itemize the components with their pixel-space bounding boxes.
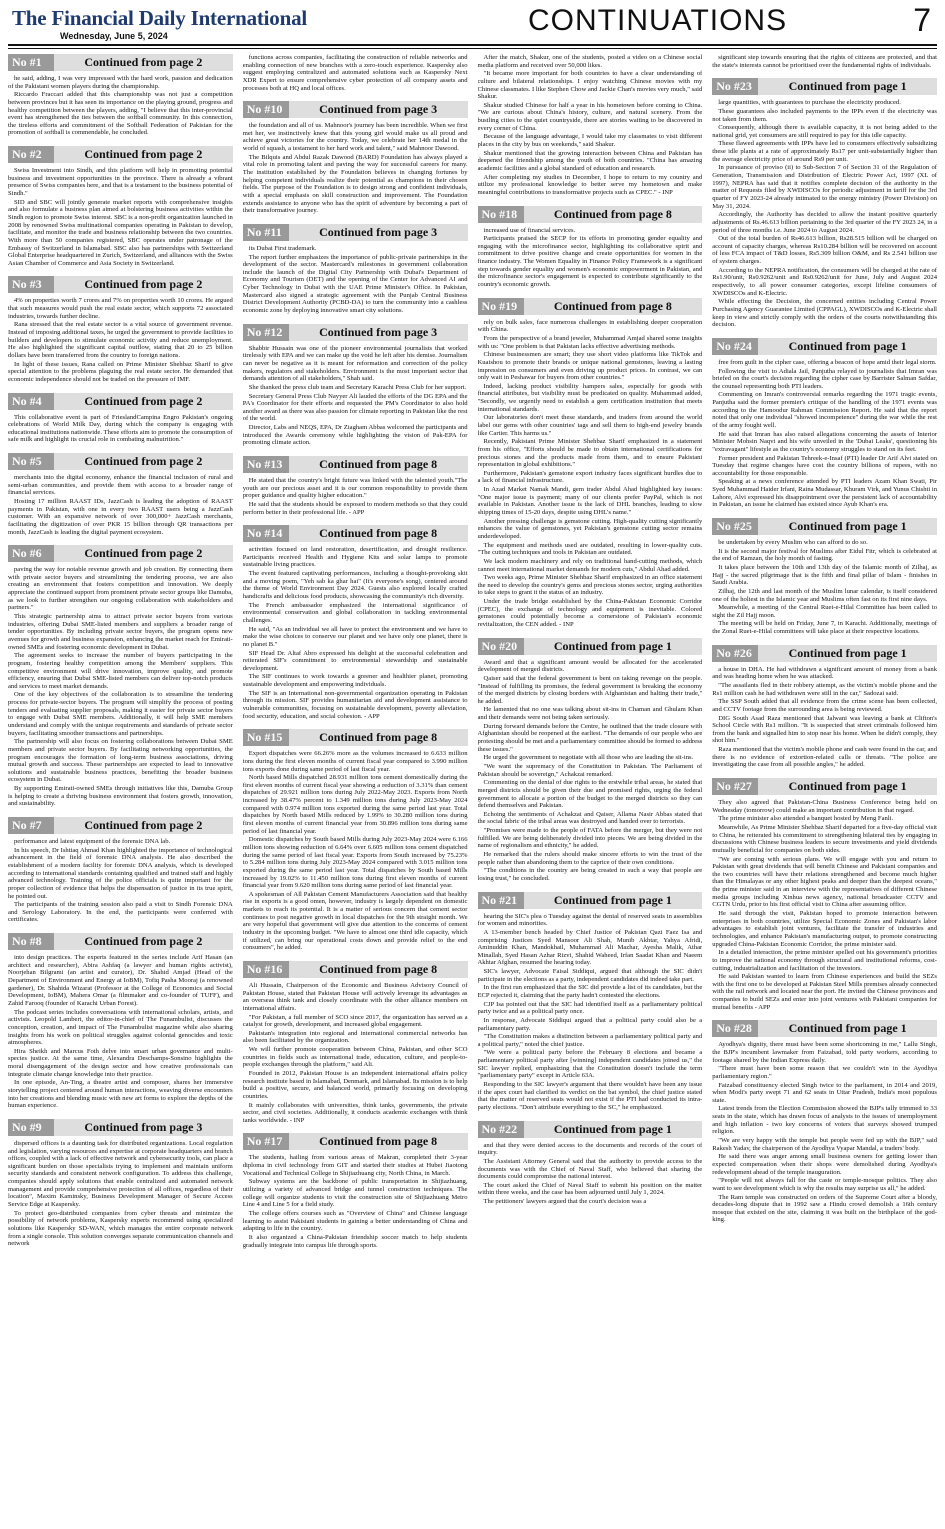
story-paragraph: He said that the students should be exposed to modern methods so that they could perform better in their professional life. - APP: [242, 500, 468, 516]
story-paragraph: Because of the language advantage, I would take my classmates to visit different places in the city by bus on weekends," said Shakur.: [477, 133, 703, 149]
story-paragraph: "For Pakistan, a full member of SCO since 2017, the organization has served as a catalyst for growth, development, and increased global engagement.: [242, 1013, 468, 1029]
story-header: [8, 146, 233, 163]
story-paragraph: The college offers courses such as "Overview of China" and Chinese language learning to assist Pakistani students in gaining a better understanding of China and adapting to life in the country.: [242, 1209, 468, 1233]
continued-label: Continued from page 2: [54, 817, 233, 834]
story-paragraph: After completing my studies in December, I hope to return to my country and utilize my professional knowledge to better serve my hometown and make meaningful contributions to transformative projects such as CPEC." - INP: [477, 173, 703, 196]
story-header: [243, 101, 468, 118]
story-paragraph: and that they were denied access to the documents and records of the court of inquiry.: [477, 1141, 703, 1157]
story-block: [243, 961, 468, 1125]
story-paragraph: Echoing the sentiments of Achakzai and Qaiser, Allama Nasir Abbas stated that the social fabric of the tribal areas was destroyed and handed over to terrorists.: [477, 810, 703, 826]
story-header: [8, 933, 233, 950]
continued-label: Continued from page 8: [289, 729, 468, 746]
story-paragraph: increased use of financial services.: [483, 226, 576, 234]
story-paragraph: In one episode, An-Ting, a theatre artist and composer, shares her immersive storytelling project centered around human interactions, weaving diverse encounters into her creations and blending music with new art forms to explore the depths of the human experience.: [8, 1079, 233, 1110]
story-block: [8, 1119, 233, 1248]
story-paragraph: Under the trade bridge established by the China-Pakistan Economic Corridor (CPEC), the exchange of technology and equipment is inevitable. Colored gemstones could potentially become a cornerstone of Pakistan's economic revitalization, the CEN added. - INP: [477, 598, 703, 628]
story-header: [712, 338, 937, 355]
story-number: No #22: [478, 1121, 524, 1138]
story-paragraph: During forward demands before the Centre, he outlined that the trade closure with Afghanistan should be reopened at the earliest. "The demands of our people who are protesting should be met and a parliamentary committee should be formed to address these issues.": [477, 722, 703, 753]
story-paragraph: While effecting the Decision, the concerned entities including Central Power Purchasing Agency Guarantee Limited (CPPAGL), XWDISCOs and K-Electric shall keep in view and strictly comply with the orders of the courts notwithstanding this decision.: [712, 298, 937, 329]
story-paragraph: SID and SBC will jointly generate market reports with comprehensive insights and also formulate a business plan aimed at bolstering business activities within the Sindh region to promote Swiss interest. SBC is a non-profit organization launched in 2008 by renowned Swiss multinational companies operating in Pakistan to develop, facilitate, and monitor the trade and business relationship between the two countries. With more than 50 companies registered, SBC operates under patronage of the Embassy of Switzerland in Islamabad. SBC also has partnerships with Switzerland Global Enterprise headquartered in Zurich, Switzerland, and alliances with the Swiss Asian Chamber of Commerce and Asia Society in Switzerland.: [8, 198, 233, 267]
story-header: [243, 961, 468, 978]
story-paragraph: In pursuance of proviso (ii) to Sub-Section 7 of Section 31 of the Regulation of Generation, Transmission and Distribution of Electric Power Act, 1997 (XL of 1997), NEPRA has said that it notifies complete decision of the authority in the matter of Requests filed by XWDISCOs for periodic adjustment in tariff for the 3rd quarter of FY 2023-24 already intimated to the energy ministry (Power Division) on May 31, 2024.: [712, 164, 937, 210]
story-header: [243, 224, 468, 241]
continued-label: Continued from page 2: [54, 146, 233, 163]
story-paragraph: Speaking at a news conference attended by PTI leaders Azam Khan Swati, Pir Syed Muhammad Haider Irfani, Raina Mudassar, Khuram Virk, and Yunus Chishti in Lahore, Alvi expressed his disappointment over the persistent lack of accountability in Pakistan, an issue he claimed has existed since Ayub Khan's era.: [712, 478, 937, 509]
continued-label: Continued from page 1: [758, 1020, 937, 1037]
continued-label: Continued from page 1: [758, 518, 937, 535]
story-paragraph: By supporting Emirati-owned SMEs through initiatives like this, Damuba Group is helping to create a thriving business environment that fosters growth, innovation, and sustainability.: [8, 785, 233, 808]
story-paragraph: Commenting on Imran's controversial remarks regarding the 1971 tragic events, Panjutha said the former premier's critique of the handling of the 1971 events was according to the Hamoodur Rahman Commission Report. He said that the report noted that only one individual "showed incompetence" during the war while the rest of the army fought well.: [712, 391, 937, 429]
story-number: No #13: [243, 456, 289, 473]
story-paragraph: In a detailed interaction, the prime minister spelled out his government's priorities to improve the national economy through structural and institutional reforms, cost-cutting, industrialization and facilitation of the investors.: [712, 949, 937, 972]
story-header: [8, 276, 233, 293]
story-block: [243, 729, 468, 952]
story-block: [478, 1121, 703, 1206]
story-block: [8, 54, 233, 137]
story-paragraph: significant step towards ensuring that the rights of citizens are protected, and that the state's interests cannot be prioritised over the fundamental rights of individuals.: [712, 54, 937, 69]
continued-label: Continued from page 1: [758, 778, 937, 795]
story-paragraph: He said through the visit, Pakistan hoped to promote interaction between enterprises in both countries, utilize Special Economic Zones and Pakistan's labor advantages to establish joint ventures, facilitate the transfer of industries and technologies, and enhance Pakistan's manufacturing output, to promote constructing upgraded China-Pakistan Economic Corridor, the prime minister said.: [712, 910, 937, 948]
story-block: [478, 638, 703, 883]
story-header: [8, 54, 233, 71]
story-number: No #9: [8, 1119, 54, 1136]
masthead: [8, 4, 937, 46]
story-header: [243, 1133, 468, 1150]
continued-label: Continued from page 3: [289, 224, 468, 241]
story-header: [243, 729, 468, 746]
story-block: [8, 276, 233, 383]
story-paragraph: "We are coming with serious plans. We will engage with you and return to Pakistan with great dividends that will benefit Chinese and Pakistani companies and the two countries will have their relations strengthened and become much higher than the Himalayas or any other highest peaks and deeper than the deepest oceans," the prime minister said in an interview with the representatives of different Chinese media groups including Xinhua news agency, national broadcaster CCTV and CGTN Urdu, prior to his first official visit to China after assuming office.: [712, 855, 937, 909]
story-paragraph: Following the visit to Adiala Jail, Panjutha relayed to journalists that Imran was briefed on the court's decision regarding the cipher case by Barrister Salman Safdar, the counsel representing both PTI leaders.: [712, 367, 937, 390]
story-block: [8, 453, 233, 536]
story-paragraph: The equipment and methods used are outdated, resulting in lower-quality cuts. "The cutting techniques and tools in Pakistan are outdated.: [477, 541, 703, 557]
story-block: [712, 778, 937, 1011]
story-paragraph: Commenting on the denial of due rights to the erstwhile tribal areas, he stated that merged districts should be given their due and promised rights, urging the federal government to allocate a portion of the budget to the merged districts so they can defend themselves and Pakistan.: [477, 779, 703, 810]
story-block: [478, 54, 703, 197]
story-paragraph: The SSP South added that all evidence from the crime scene has been collected, and CCTV footage from the surrounding area is being reviewed.: [712, 698, 937, 713]
story-paragraph: Indeed, lacking product visibility hampers sales, especially for goods with financial attributes, but visibility must be predicated on quality. Muhammad added, "Secondly, we urgently need to establish a gem certification institution that meets international standards.: [477, 382, 703, 413]
story-header: [8, 1119, 233, 1136]
story-block: [478, 206, 703, 289]
story-header: [712, 778, 937, 795]
story-header: [478, 206, 703, 223]
story-header: [712, 518, 937, 535]
story-paragraph: Domestic dispatches by South based Mills during July 2023-May 2024 were 6.166 million tons showing reduction of 6.64% over 6.605 million tons cement dispatched during the same period of last fiscal year. Exports from South increased by 75.23% to 5.284 million tons during July 2023-May 2024 compared with 3.015 million tons exported during the same period last year. Total dispatches by South based Mills increased by 19.02% to 11.450 million tons during first eleven months of current financial year from 9.620 million tons during same period of last financial year.: [242, 836, 468, 890]
continued-label: Continued from page 8: [524, 206, 703, 223]
story-paragraph: "We are very happy with the temple but people were fed up with the BJP," said Rakesh Yadav, the chairperson of the Ayodhya Vyapar Mandal, a traders' body.: [712, 1137, 937, 1152]
continued-label: Continued from page 2: [54, 545, 233, 562]
story-number: No #4: [8, 393, 54, 410]
story-paragraph: According to the NEPRA notification, the consumers will be charged at the rate of Rs1.90/unit, Rs0.9262/unit and Rs0.9262/unit for June, July and August 2024 respectively, to all power consumer categories, except lifeline consumers of XWDISCOs and K-Electric.: [712, 266, 937, 297]
story-paragraph: Another pressing challenge is gemstone cutting. High-quality cutting significantly enhances the value of gemstones, yet Pakistan's gemstone cutting sector remains underdeveloped.: [477, 517, 703, 540]
story-number: No #20: [478, 638, 524, 655]
story-number: No #17: [243, 1133, 289, 1150]
continued-label: Continued from page 2: [54, 453, 233, 470]
story-paragraph: Out of the total burden of Rs46.613 billion, Rs28.515 billion will be charged on account of capacity charges, whereas Rs10.284 billion will be recovered on account of less FCA impact of T&D losses, Rs5.309 billion O&M, and Rs 2.541 billion use of system charges.: [712, 235, 937, 266]
story-paragraph: Responding to the SIC lawyer's argument that there wouldn't have been any issue if the apex court had clarified its verdict on the bat symbol, the chief justice stated that the matter of reserved seats would not exist if the PTI had conducted its intra-party elections. "Don't attribute everything to the SC," he emphasized.: [477, 1081, 703, 1111]
story-paragraph: The SIF is an International non-governmental organization operating in Pakistan through its mission. SIF provides humanitarian aid and development assistance to vulnerable communities, focusing on sustainable development, poverty alleviation, food security, education, and social cohesion. - APP: [242, 689, 468, 720]
story-paragraph: A 13-member bench headed by Chief Justice of Pakistan Qazi Faez Isa and comprising Justices Syed Mansoor Ali Shah, Munib Akhtar, Yahya Afridi, Aminuddin Khan, Mandokhail, Muhammad Ali Mazhar, Ayesha Malik, Athar Minallah, Syed Hasan Azhar Rizvi, Shahid Waheed, Irfan Saadat Khan and Naeem Akhtar Afghan, resumed the hearing today.: [477, 928, 703, 967]
story-header: [478, 298, 703, 315]
story-block: [243, 456, 468, 516]
story-header: [478, 1121, 703, 1138]
column-4: [712, 54, 937, 1524]
column-1: [8, 54, 233, 1524]
story-paragraph: Swiss Investment into Sindh, and this platform will help in promoting potential business and investment opportunities in the province. There is already a vibrant presence of Swiss companies here, and that is a testament to the business potential of Sindh.": [8, 167, 233, 198]
story-paragraph: It mainly collaborates with universities, think tanks, governments, the private sector, and civil societies. Additionally, it conducts academic exchanges with think tanks worldwide. - INP: [242, 1101, 468, 1124]
story-paragraph: Former president and Pakistan Tehreek-e-Insaf (PTI) leader Dr Arif Alvi stated on Tuesday that regime changes have cost the country billions of rupees, with no accountability for those responsible.: [712, 454, 937, 477]
story-paragraph: The petitioners' lawyers argued that the court's decision was a: [483, 1198, 647, 1206]
continued-label: Continued from page 3: [289, 324, 468, 341]
story-paragraph: "We want the supremacy of the Constitution in Pakistan. The Parliament of Pakistan should be sovereign," Achakzai remarked.: [477, 762, 703, 778]
story-block: [8, 393, 233, 445]
story-number: No #5: [8, 453, 54, 470]
story-paragraph: Furthermore, Pakistan's gemstone export industry faces significant hurdles due to a lack of financial infrastructure.: [477, 469, 703, 485]
story-block: [712, 54, 937, 69]
story-block: [243, 525, 468, 720]
story-paragraph: Hosting 17 million RAAST IDs, JazzCash is leading the adoption of RAAST payments in Pakistan, with one in every two RAAST users being a JazzCash customer. With an expansive network of over 300,000+ JazzCash merchants, facilitating the digitization of over PKR 15 billion through QR transactions per month, JazzCash is leading the digital payment ecosystem.: [8, 497, 233, 536]
continued-label: Continued from page 8: [289, 456, 468, 473]
story-paragraph: large quantities, with guarantees to purchase the electricity produced.: [718, 99, 901, 107]
story-paragraph: This collaborative event is part of FrieslandCampina Engro Pakistan's ongoing celebrations of World Milk Day, during which the company is engaging with educational institutions nationwide. These efforts aim to promote the consumption of safe milk and highlight its crucial role in combating malnutrition.": [8, 413, 233, 444]
story-paragraph: Export dispatches were 66.26% more as the volumes increased to 6.633 million tons during the first eleven months of current fiscal year compared to 3.990 million tons exports done during same period of last fiscal year.: [242, 750, 468, 773]
story-paragraph: The Assistant Attorney General said that the authority to provide access to the documents was with the Chief of Naval Staff, who believed that sharing the documents could compromise the national interest.: [477, 1157, 703, 1181]
story-paragraph: He said, "As an individual we all have to protect the environment and we have to make the wise choices to conserve our planet and we have only one planet, there is no planet B.": [242, 625, 468, 648]
continued-label: Continued from page 3: [54, 1119, 233, 1136]
story-paragraph: In response, Advocate Siddiqui argued that a political party could also be a parliamentary party.: [477, 1016, 703, 1032]
story-paragraph: The partnership will also focus on fostering collaborations between Dubai SME members and private sector buyers. By facilitating networking opportunities, the program encourages the formation of long-term business associations, driving mutual growth and success. These partnerships are expected to lead to innovative solutions and sustainable business practices, benefiting the broader business ecosystem in Dubai.: [8, 738, 233, 784]
continued-label: Continued from page 3: [289, 101, 468, 118]
story-paragraph: In the first run emphasized that the SIC did provide a list of its candidates, but the ECP rejected it, claiming that the party hadn't contested the elections.: [477, 984, 703, 999]
story-paragraph: They also agreed that Pakistan-China Business Conference being held on Wednesday (tomorrow) could make an important contribution in that regard.: [712, 799, 937, 814]
story-paragraph: The podcast series includes conversations with international scholars, artists, and activists. Leopold Lambert, the editor-in-chief of The Funambulist, discusses the conception, creation, and impact of The Funambulist magazine while also sharing insights from his work on political struggles against colonial genocides and toxic atmospheres.: [8, 1008, 233, 1047]
story-paragraph: SIC's lawyer, Advocate Faisal Siddiqui, argued that although the SIC didn't participate in the elections as a party, independent candidates did indeed take part.: [477, 968, 703, 983]
story-paragraph: The court asked the Chief of Naval Staff to submit his position on the matter within three weeks, and the case has been adjourned until July 1, 2024.: [477, 1181, 703, 1197]
story-header: [8, 545, 233, 562]
story-paragraph: "People will not always fall for the caste or temple-mosque politics. They also want to see development which is why the results may surprise us all," he added.: [712, 1177, 937, 1192]
continued-label: Continued from page 8: [289, 1133, 468, 1150]
continued-label: Continued from page 8: [289, 961, 468, 978]
story-paragraph: A spokesman of All Pakistan Cement Manufacturers Association said that healthy rise in exports is a good omen, however, industry is largely dependent on domestic markets to reach its potential. It is a matter of serious concern that cement sector continues to post negative growth in local dispatches for the 9th straight month. We are very hopeful that government will give due attention to the concerns of cement industry in the upcoming budget. "We have to almost one third idle capacity, which if utilized, can bring our operational costs down and provide relief to the end consumers", he added.: [242, 890, 468, 952]
column-3: [478, 54, 703, 1524]
story-paragraph: Riccardo Fraccari added that this championship was not just a competition between provinces but it has seen its importance on the playing ground, progress and healthy competition between the players, adding, "I believe that this inter-provincial event has strengthened the ties between the softball community. In this connection, the tireless efforts and commitment of the Softball Federation of Pakistan for the promotion of softball is commendable, he concluded.: [8, 91, 233, 137]
continued-label: Continued from page 1: [758, 78, 937, 95]
story-header: [243, 525, 468, 542]
story-paragraph: The participants of the training session also paid a visit to Sindh Forensic DNA and Serology Laboratory. In the end, the participants were conferred with certificates.: [8, 901, 233, 924]
story-paragraph: The French ambassador emphasized the international significance of environmental conservation and global collaboration in tackling environmental challenges.: [242, 601, 468, 624]
story-paragraph: Founded in 2012, Pakistan House is an independent international affairs policy research institute based in Islamabad, Denmark, and Islamabad. Its mission is to help build a positive, secure, and balanced world, primarily focusing on developing countries.: [242, 1069, 468, 1100]
story-paragraph: Raza mentioned that the victim's mobile phone and cash were found in the car, and there is no evidence of extortion-related calls or threats. "The police are investigating the case from all possible angles," he added.: [712, 746, 937, 769]
story-paragraph: The agreement seeks to increase the number of buyers participating in the program, fostering healthy competition among the Members' suppliers. This competitive environment will drive innovation, improve quality, and promote efficiency, ensuring that Dubai SME-listed members can deliver top-notch products and services to meet market demands.: [8, 652, 233, 690]
story-paragraph: He said that Imran has also raised allegations concerning the assets of Interior Minister Mohsin Naqvi and his wife unveiled in the 'Dubai Leaks', questioning his "extravagant" lifestyle as the country's economy struggles to stand on its feet.: [712, 430, 937, 453]
story-block: [243, 1133, 468, 1249]
story-block: [8, 146, 233, 267]
story-paragraph: Rana stressed that the real estate sector is a vital source of government revenue. Instead of imposing additional taxes, he urged the government to provide facilities to builders and developers to stimulate economic activity and reduce unemployment. He also highlighted the significant capital outflow, stating that 20 to 25 billion dollars have been transferred from the country to foreign nations.: [8, 321, 233, 359]
story-paragraph: "There must have been some reason that we couldn't win in the Ayodhya parliamentary region.": [712, 1065, 937, 1080]
story-paragraph: Hira Sheikh and Marcus Foth delve into smart urban governance and multi-species justice. At the same time, Alexandra Deschamps-Sonsino highlights the moral disengagement of the design sector and how creative professionals can integrate climate change knowledge into their practice.: [8, 1047, 233, 1078]
story-paragraph: The Ram temple was constructed on orders of the Supreme Court after a bloody, decades-long dispute that in 1992 saw a Hindu crowd demolish a 16th century mosque that existed on the site, claiming it was built on the birthplace of the god-king.: [712, 1193, 937, 1224]
story-paragraph: He said Pakistan wanted to learn from Chinese experiences and build the SEZs with the first one to be developed at Pakistan Steel Mills premises already connected with the rail network and located near the port. He invited the Chinese provinces and companies to build SEZs and enter into joint ventures with Pakistani companies for mutual benefits - APP: [712, 973, 937, 1011]
section-title: CONTINUATIONS: [528, 4, 788, 37]
story-paragraph: The prime minister also attended a banquet hosted by Meng Fanli.: [718, 815, 894, 823]
story-paragraph: In light of these issues, Rana called on Prime Minister Shehbaz Sharif to give special attention to the problems plaguing the real estate sector. He demanded that economic independence should not be traded on the pressure of IMF.: [8, 360, 233, 383]
story-block: [243, 101, 468, 215]
story-paragraph: The report further emphasizes the importance of public-private partnerships in the development of the sector. Mastercard's milestones in government collaboration include the launch of the Digital City Partnership with Dubai's Department of Economy and Tourism (DET) and the opening of the Center for Advanced AI and Cyber Technology in Dubai with the UAE Prime Minister's Office. In Pakistan, Mastercard also signed a strategic agreement with the Punjab Central Business District Development Authority (PCBD-DA) to turn the community into a cashless economic zone by deploying innovative smart city solutions.: [242, 253, 468, 315]
story-number: No #23: [712, 78, 758, 95]
story-block: [8, 933, 233, 1110]
story-block: [712, 518, 937, 636]
story-number: No #12: [243, 324, 289, 341]
story-block: [712, 78, 937, 329]
newspaper-title: The Financial Daily International: [12, 6, 308, 30]
story-paragraph: merchants into the digital economy, enhance the financial inclusion of rural and semi-urban communities, and provide them with access to a broader range of financial services.: [8, 474, 233, 497]
story-number: No #15: [243, 729, 289, 746]
story-block: [712, 645, 937, 769]
masthead-rule-thin: [8, 48, 937, 49]
masthead-rule: [8, 44, 937, 46]
story-paragraph: These guarantees also included payments to the IPPs even if the electricity was not taken from them.: [712, 107, 937, 123]
continued-label: Continued from page 8: [289, 525, 468, 542]
story-paragraph: Ali Hussain, Chairperson of the Economic and Business Advisory Council of Pakistan House, stated that Pakistan House will actively leverage its advantages as an overseas think tank and closely coordinate with the other alliance members on international affairs.: [242, 981, 468, 1012]
story-paragraph: One of the key objectives of the collaboration is to streamline the tendering process for private-sector buyers. The program will simplify the process of posting tenders and evaluating supplier proposals, making it easier for private sector buyers to engage with Dubai SME members. Additionally, it will help SME members understand and comply with the unique requirements and standards of private sector buyers, facilitating smoother transactions and partnerships.: [8, 691, 233, 737]
story-paragraph: This strategic partnership aims to attract private sector buyers from various industries, offering Dubai SME-listed members and suppliers a broader range of tender opportunities. By including private sector buyers, the program opens new avenues for growth and business expansion, enhancing the market reach for Emirati-owned SMEs and fostering economic development in Dubai.: [8, 613, 233, 651]
story-paragraph: Recently, Pakistani Prime Minister Shehbaz Sharif emphasized in a statement from his office, "Efforts should be made to obtain international certifications for precious stones and the products made from them, and to ensure Pakistani representation in global exhibitions.": [477, 438, 703, 469]
story-number: No #14: [243, 525, 289, 542]
story-number: No #1: [8, 54, 54, 71]
story-number: No #16: [243, 961, 289, 978]
story-paragraph: It takes place between the 10th and 13th day of the Islamic month of Zilhaj, as Hajj - the sacred pilgrimage that is the fifth and final pillar of Islam - finishes in Saudi Arabia.: [712, 563, 937, 587]
story-header: [243, 324, 468, 341]
story-paragraph: Shakur mentioned that the growing interaction between China and Pakistan has deepened the friendship among the youth of both countries. "China has amazing academic facilities and a global standard of education and research.: [477, 149, 703, 172]
story-paragraph: He remarked that the rulers should make sincere efforts to win the trust of the people rather than abandoning them to the caprice of their own conditions.: [477, 851, 703, 866]
story-paragraph: North based Mills dispatched 28.931 million tons cement domestically during the first eleven months of current fiscal year showing a reduction of 3.31% than cement dispatches of 29.921 million tons during July 2022-May 2023. Exports from North increased by 38.47% percent to 1.349 million tons during July 2023-May 2024 compared with 0.974 million tons exported during the same period last year. Total dispatches by North based Mills reduced by 1.99% to 30.280 million tons during first eleven months of current financial year from 30.896 million tons during same period of last financial year.: [242, 774, 468, 835]
story-number: No #28: [712, 1020, 758, 1037]
story-number: No #27: [712, 778, 758, 795]
page-number: 7: [913, 2, 931, 38]
story-paragraph: He said there was anger among small business owners for getting lower than expected compensation when their shops were demolished during Ayodhya's redevelopment ahead of the temple inauguration.: [712, 1153, 937, 1176]
story-paragraph: Consequently, although there is available capacity, it is not being added to the national grid, yet consumers are still required to pay for this idle capacity.: [712, 124, 937, 139]
story-paragraph: "It became more important for both countries to have a clear understanding of culture and bilateral relationships. I enjoy watching Chinese movies with my Chinese classmates. I like Stephen Chow and Jackie Chan's movies very much," said Shakur.: [477, 70, 703, 101]
story-header: [243, 456, 468, 473]
story-paragraph: a house in DHA. He had withdrawn a significant amount of money from a bank and was heading home when he was attacked.: [712, 665, 937, 681]
story-paragraph: 4% on properties worth 7 crores and 7% on properties worth 10 crores. He argued that such measures would push the real estate sector, which supports 72 associated industries, towards further decline.: [8, 297, 233, 320]
story-paragraph: These flawed agreements with IPPs have led to consumers effectively subsidizing these idle plants at a rate of approximately Rs17 per unit-substantially higher than the average electricity price of around Rs9 per unit.: [712, 140, 937, 163]
story-paragraph: Pakistan's integration into regional and international commercial networks has also been facilitated by the organization.: [242, 1029, 468, 1045]
story-paragraph: The Bilquis and Abdul Razak Dawood (BARD) Foundation has always played a vital role in promoting talent and paving the way for successful careers for many. The institution established by the Foundation believes in changing fortunes by helping competent individuals realize their potential as champions in their chosen fields. The purpose of the Foundation is to design strong and confident individuals, with a special emphasis on skill construction and improvement. The Foundation extends assistance to anyone who has the spirit of adventure by becoming a part of their transformative journey.: [242, 153, 468, 215]
story-number: No #6: [8, 545, 54, 562]
story-paragraph: be undertaken by every Muslim who can afford to do so.: [718, 539, 868, 547]
story-paragraph: Director, Labs and NEQS, EPA, Dr Ziagham Abbas welcomed the participants and introduced the Awards ceremony while highlighting the vision of Pak-EPA for promoting climate action.: [242, 424, 468, 447]
story-paragraph: From the perspective of a brand jeweler, Muhammad Amjad shared some insights with us: "One problem is that Pakistan lacks effective advertising methods.: [477, 334, 703, 350]
story-paragraph: He lamented that no one was talking about sit-ins in Chaman and Ghulam Khan and their demands were not being taken seriously.: [477, 706, 703, 722]
story-block: [712, 1020, 937, 1224]
story-number: No #2: [8, 146, 54, 163]
story-paragraph: Our laboratories don't meet these standards, and traders from around the world label our gems with other countries' tags and sell them to high-end jewelry brands like Cartier. This harms us.": [477, 414, 703, 437]
story-header: [8, 817, 233, 834]
story-paragraph: She thanked the press club team and Secretary Karachi Press Club for her support.: [248, 383, 467, 391]
continued-label: Continued from page 2: [54, 54, 233, 71]
story-paragraph: paving the way for notable revenue growth and job creation. By connecting them with private sector buyers and streamlining the tendering process, we are also creating an environment that fosters competition and innovation. We deeply appreciate the continued support from prominent private sector groups like Damuba, as we look to further strengthen our ongoing collaboration with stakeholders and partners.": [8, 566, 233, 612]
story-header: [478, 638, 703, 655]
story-header: [478, 892, 703, 909]
story-paragraph: To protect geo-distributed companies from cyber threats and minimize the possibility of network problems, Kaspersky experts recommend using specialized solutions like Kaspersky SD-WAN, which manages the entire corporate network from a single console. This solution converges separate communication channels and network: [8, 1209, 233, 1248]
story-paragraph: The SIF continues to work towards a greener and healthier planet, promoting sustainable development and empowering individuals.: [242, 673, 468, 689]
story-paragraph: We lack modern machinery and rely on traditional hand-cutting methods, which cannot meet international market demands for modern cuts," Abdul Ahad added.: [477, 557, 703, 573]
story-paragraph: He stated that the country's bright future was linked with the talented youth."The youth are our precious asset and it is our common responsibility to provide them proper guidance and quality higher education.": [242, 476, 468, 500]
story-header: [712, 1020, 937, 1037]
story-paragraph: activities focused on land restoration, desertification, and drought resilience. Participants received Health and Hygiene Kits and solar lamps to promote sustainable living practices.: [242, 546, 468, 569]
story-paragraph: Chinese businessmen are smart; they use short video platforms like TikTok and Kuaishou to promote their brands or unique national gemstones, leaving a lasting impression on consumers and even driving up product prices. In contrast, we can only wait in Peshawar for buyers from other countries.": [477, 351, 703, 382]
story-paragraph: Participants praised the SECP for its efforts in promoting gender equality and engaging with the microfinance sector, highlighting its collaborative spirit and commitment to drive positive change and create opportunities for women in the finance industry. The Women Equality in Finance Policy Framework is a significant step towards gender equality and women's economic empowerment in Pakistan, and the microfinance sector's engagement is expected to contribute significantly to the country's economic growth.: [477, 235, 703, 289]
story-block: [712, 338, 937, 509]
continued-label: Continued from page 8: [524, 298, 703, 315]
story-block: [8, 817, 233, 924]
story-block: [243, 324, 468, 447]
story-paragraph: hearing the SIC's plea o Tuesday against the denial of reserved seats in assemblies for women and minorities.: [477, 912, 703, 928]
story-number: No #3: [8, 276, 54, 293]
story-paragraph: Shakur studied Chinese for half a year in his hometown before coming to China. "We are curious about China's history, culture, and natural scenery. From the bustling cities to the quiet countryside, there are stories waiting to be discovered in every corner of China.: [477, 101, 703, 132]
story-paragraph: In Azad Market Namak Mandi, gem trader Abdul Ahad highlighted key issues: "One major issue is payment; many of our clients prefer PayPal, which is not available in Pakistan. Another issue is the lack of DHL branches, leading to slow shipping times of 15-20 days, despite using DHL's name.": [477, 486, 703, 517]
story-header: [8, 393, 233, 410]
continued-label: Continued from page 1: [524, 1121, 703, 1138]
story-paragraph: In his speech, Dr Ishtiaq Ahmad Khan highlighted the importance of technological advancement in the field of forensic DNA analysis. He also described the establishment of a modern facility for forensic DNA analysis, which is developed according to international standards containing qualified and trained staff and highly advanced technology. Training of the police officials is quite important for the proper collection of evidence that helps the dispensation of justice in its true spirit, he pointed out.: [8, 846, 233, 900]
continued-label: Continued from page 1: [524, 638, 703, 655]
continued-label: Continued from page 2: [54, 276, 233, 293]
story-block: [243, 224, 468, 315]
story-paragraph: Secretary General Press Club Nayyer Ali lauded the efforts of the DG EPA and the PA's Coordinator for their efforts and requested the PM's Coordinator to also hold another award as there was also passion for climate reporting in Pakistan like the rest of the world.: [242, 392, 468, 423]
story-number: No #10: [243, 101, 289, 118]
story-paragraph: He urged the government to negotiate with all those who are leading the sit-ins.: [483, 754, 694, 762]
story-number: No #24: [712, 338, 758, 355]
continued-label: Continued from page 2: [54, 393, 233, 410]
story-paragraph: Subway systems are the backbone of public transportation in Shijiazhuang, utilizing a variety of advanced bridge and tunnel construction techniques. The college will organize students to visit the construction site of Shijiazhuang Metro Line 4 and Line 5 for a field study.: [242, 1178, 468, 1209]
story-paragraph: The meeting will be held on Friday, June 7, in Karachi. Additionally, meetings of the Zonal Ruet-e-Hilal committees will take place at their respective locations.: [712, 620, 937, 636]
story-paragraph: the foundation and all of us. Mahnoor's journey has been incredible. When we first met her, we instinctively knew that this young girl would make us all proud and achieve great victories for the country. Today, we celebrate her 14th medal in the world of squash, a testament to her hard work and talent," said Mahnoor Dawood.: [242, 122, 468, 153]
story-number: No #11: [243, 224, 289, 241]
story-paragraph: SIF Head Dr. Altaf Abro expressed his delight at the successful celebration and reiterated SIF's commitment to environmental stewardship and sustainable development.: [242, 649, 468, 672]
story-header: [712, 78, 937, 95]
story-paragraph: "The assailants fled in their robbery attempt, as the victim's mobile phone and the Rs1 million cash he had withdrawn were still in the car," Sadozai said.: [712, 682, 937, 697]
story-paragraph: Two weeks ago, Prime Minister Shehbaz Sharif emphasized in an office statement the need to develop the country's gems and precious stones sector, urging authorities to take steps to grant it the status of an industry.: [477, 574, 703, 597]
story-paragraph: its Dubai First trademark.: [248, 244, 317, 252]
story-paragraph: DIG South Asad Raza mentioned that Jalwani was leaving a bank at Clifton's School Circle with Rs1 million. "It is suspected that street criminals followed him from the bank and signalled him to stop near his home. When he didn't comply, they shot him.": [712, 714, 937, 745]
story-paragraph: rely on bulk sales, face numerous challenges in establishing deeper cooperation with China.: [477, 318, 703, 334]
story-paragraph: Accordingly, the Authority has decided to allow the instant positive quarterly adjustments of Rs.46.613 billion pertaining to the 3rd quarter of the FY 2023 24, in a period of three months i.e. June 2024 to August 2024.: [712, 211, 937, 234]
story-paragraph: CJP Isa pointed out that the SIC had identified itself as a parliamentary political party twice and as a political party once.: [477, 1000, 703, 1016]
continued-label: Continued from page 2: [54, 933, 233, 950]
story-paragraph: "The conditions in the country are being created in such a way that people are losing trust," he concluded.: [477, 867, 703, 882]
story-paragraph: Zilhaj, the 12th and last month of the Muslim lunar calendar, is itself considered one of the holiest in the Islamic year and Muslims often fast on its first nine days.: [712, 587, 937, 603]
story-number: No #19: [478, 298, 524, 315]
story-paragraph: dispersed offices is a daunting task for distributed organizations. Local regulation and legislation, varying resources and expertise at corporate headquarters and branch offices, coupled with a lack of effective network and cybersecurity tools, can place a significant burden on those specialists trying to implement and maintain uniform security standards and consistent network configuration. To address this challenge, companies should apply solutions that enable centralized and automated network management and provide comprehensive protection of all offices, regardless of their location", Maxim Kaminsky, Business Development Manager of Secure Access Service Edge at Kaspersky.: [8, 1139, 233, 1209]
story-number: No #26: [712, 645, 758, 662]
story-paragraph: The event featured captivating performances, including a thought-provoking skit and a moving poem, "Yeh sab ka ghar hai" (It's everyone's song), centered around the theme of World Environment Day 2024. Guests also explored locally crafted handicrafts and delicious food products, showcasing the community's rich diversity.: [242, 570, 468, 601]
continued-label: Continued from page 1: [758, 338, 937, 355]
story-paragraph: Ayodhya's dignity, there must have been some shortcoming in me," Lallu Singh, the BJP's incumbent lawmaker from Faizabad, told party workers, according to footage shared by the Indian Express daily.: [712, 1041, 937, 1064]
story-paragraph: Latest trends from the Election Commission showed the BJP's tally trimmed to 33 seats in the state, which has drawn focus of analysts to the issues of unemployment and high inflation - two key concerns of voters that surveys showed trumped religion.: [712, 1105, 937, 1136]
story-paragraph: The students, hailing from various areas of Makran, completed their 3-year diploma in civil technology from GIT and started their studies at Hubei Jiaotong Vocational and Technical College in Shijiazhuang city, North China, in March.: [242, 1154, 468, 1177]
story-paragraph: Meanwhile, As Prime Minister Shehbaz Sharif departed for a five-day official visit to China, he reiterated his commitment to strengthening bilateral ties by engaging in discussions with Chinese business leaders to secure investments and yield dividends mutually beneficial for companies on both sides.: [712, 823, 937, 854]
story-paragraph: Qaiser said that the federal government is bent on taking revenge on the people. "Instead of fulfilling its promises, the federal government is breaking the economy of the merged districts by closing borders with Afghanistan and halting their trade," he added.: [477, 674, 703, 705]
story-paragraph: Shabbir Hussain was one of the pioneer environmental journalists that worked tirelessly with EPA and we can make up the void he left after his demise. Journalism can never be negative as it is meant for reformation and correction of the policy makers, regulators and stakeholders. Environment is the most important sector that demands attention of all stakeholders," Shah said.: [242, 344, 468, 383]
story-number: No #25: [712, 518, 758, 535]
story-number: No #7: [8, 817, 54, 834]
story-paragraph: "We were a political party before the February 8 elections and became a parliamentary political party after [winning] independent candidates joined us," the SIC lawyer replied, emphasizing that the Constitution doesn't include the term "parliamentary party" except in Article 63A.: [477, 1049, 703, 1080]
story-paragraph: It also organized a China-Pakistan friendship soccer match to help students gradually integrate into campus life through sports.: [242, 1233, 468, 1249]
story-paragraph: Meanwhile, a meeting of the Central Ruet-e-Hilal Committee has been called to sight the Zil Hajj moon.: [712, 604, 937, 619]
story-header: [712, 645, 937, 662]
story-block: [478, 892, 703, 1112]
story-number: No #8: [8, 933, 54, 950]
story-block: [243, 54, 468, 92]
article-columns: [8, 54, 937, 1524]
story-paragraph: "Promises were made to the people of FATA before the merger, but they were not fulfilled. We are being deliberately divided into pieces. We are being divided in the name of regionalism and ethnicity," he added.: [477, 827, 703, 850]
story-paragraph: into design practices. The experts featured in the series include Arif Hasan (an architect and researcher), Abira Ashfaq (a lawyer and human rights activist), Noorjehan Bilgrami (an artist and curator), Dr. Shahid Amjad (Head of the Department of Environment and Energy at IoBM), Tofiq Pasha Mooraj (a renowned gardener), Dr. Shahida Wizarat (Professor at the College of Economics and Social Development, IoBM), Mahera Omar (a filmmaker and co-founder of TUFF), and Zahid Farooq (founder of Karachi Urban Forest).: [8, 954, 233, 1007]
story-header: [8, 453, 233, 470]
column-2: [243, 54, 468, 1524]
story-paragraph: he said, adding, I was very impressed with the hard work, passion and dedication of the Pakistani women players during the championship.: [8, 75, 233, 90]
story-block: [478, 298, 703, 629]
publication-date: Wednesday, June 5, 2024: [60, 31, 168, 41]
story-paragraph: After the match, Shakur, one of the students, posted a video on a Chinese social media platform and received over 50,000 likes.: [477, 54, 703, 69]
story-paragraph: We will further promote cooperation between China, Pakistan, and other SCO countries in fields such as international trade, education, culture, and people-to-people exchanges through the platform," said Ali.: [242, 1046, 468, 1069]
story-number: No #21: [478, 892, 524, 909]
story-paragraph: performance and latest equipment of the forensic DNA lab.: [14, 838, 171, 846]
story-paragraph: functions across companies, facilitating the construction of reliable networks and enabling connection of new branches with a zero-touch experience. Kaspersky also suggest employing centralized and automated solutions such as Kaspersky Next XDR Expert to ensure comprehensive cyber protection of all company assets and processes both at HQ and local offices.: [242, 54, 468, 92]
story-paragraph: Faizabad constituency elected Singh twice to the parliament, in 2014 and 2019, when Modi's party swept 71 and 62 seats in Uttar Pradesh, India's most populous state.: [712, 1081, 937, 1104]
story-paragraph: Award and that a significant amount would be allocated for the accelerated development of merged districts.: [477, 658, 703, 674]
story-paragraph: It is the second major festival for Muslims after Eidul Fitr, which is celebrated at the end of Ramzan, the holy month of fasting.: [712, 547, 937, 563]
story-block: [8, 545, 233, 808]
story-paragraph: free from guilt in the cipher case, offering a beacon of hope amid their legal storm.: [718, 358, 937, 366]
continued-label: Continued from page 1: [758, 645, 937, 662]
story-paragraph: "The Constitution makes a distinction between a parliamentary political party and a political party," noted the chief justice.: [477, 1033, 703, 1048]
story-number: No #18: [478, 206, 524, 223]
continued-label: Continued from page 1: [524, 892, 703, 909]
